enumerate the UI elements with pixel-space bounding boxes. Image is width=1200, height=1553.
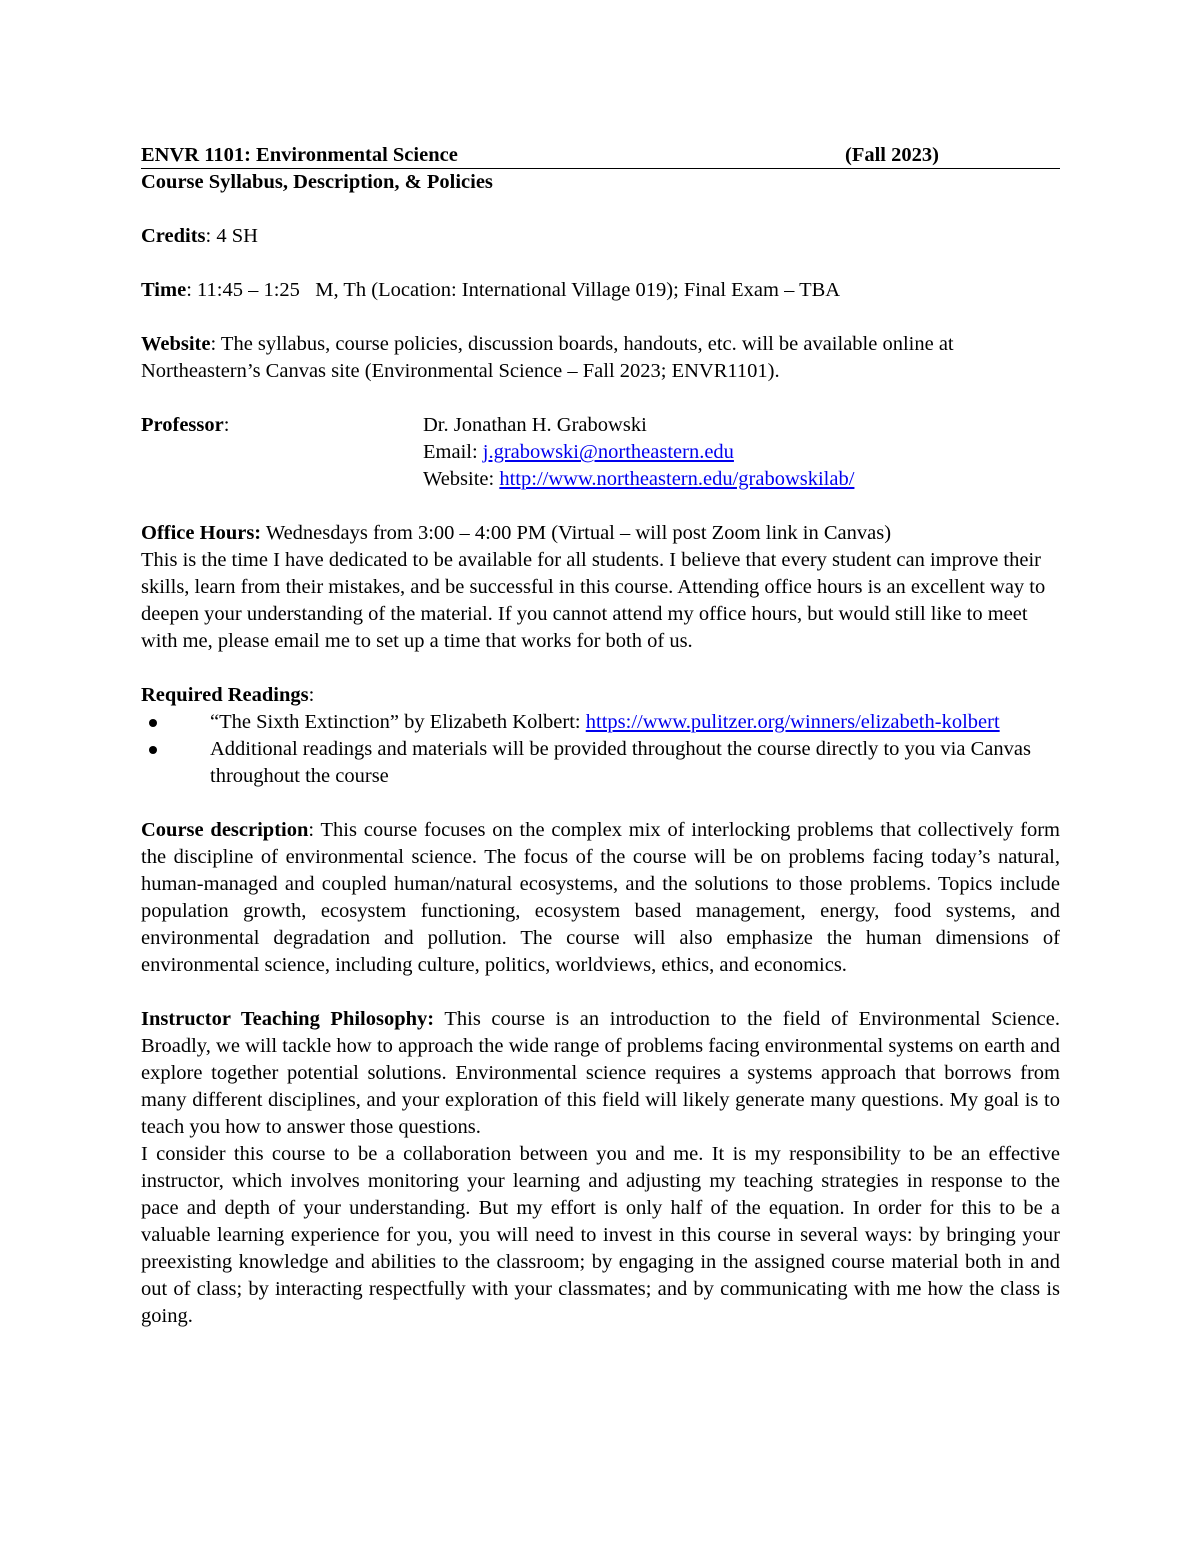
credits-value: : 4 SH [205,225,258,247]
term-label: (Fall 2023) [845,144,939,166]
professor-email-link[interactable]: j.grabowski@northeastern.edu [482,441,734,463]
bullet-icon [149,746,157,754]
readings-list [141,709,1060,790]
professor-email-line: Email: j.grabowski@northeastern.edu [423,441,734,463]
course-description-paragraph [141,817,1060,979]
professor-name: Dr. Jonathan H. Grabowski [423,414,647,436]
philosophy-label: Instructor Teaching Philosophy: [141,1008,435,1030]
course-title: ENVR 1101: Environmental Science [141,144,458,166]
philosophy-text-1: This course is an introduction to the field of Environmental Science. Broadly, we will tackle how to approach the wide range of problems facing environmental systems on earth and explore together potential solutions. Environmental science requires a systems approach that borrows from many different disciplines, and your exploration of this field will likely generate many questions. My goal is to teach you how to answer those questions. [141,1008,1060,1138]
course-description-text: : This course focuses on the complex mix of interlocking problems that collectively form the discipline of environmental science. The focus of the course will be on problems facing today’s natural, human-managed and coupled human/natural ecosystems, and the solutions to those problems. Topics include population growth, ecosystem functioning, ecosystem based management, energy, food systems, and environmental degradation and pollution. The course will also emphasize the human dimensions of environmental science, including culture, politics, worldviews, ethics, and economics. [141,819,1061,976]
reading-1-text: “The Sixth Extinction” by Elizabeth Kolbert: [210,711,586,733]
philosophy-paragraph-2: I consider this course to be a collaboration between you and me. It is my responsibility to be an effective instructor, which involves monitoring your learning and adjusting my teaching strategies in response to the pace and depth of your understanding. But my effort is only half of the equation. In order for this to be a valuable learning experience for you, you will need to invest in this course in several ways: by bringing your preexisting knowledge and abilities to the classroom; by engaging in the assigned course material both in and out of class; by interacting respectfully with your classmates; and by communicating with me how the class is going. [141,1143,1060,1327]
website-label: Website [141,333,211,355]
website-text: : The syllabus, course policies, discussion boards, handouts, etc. will be available online at Northeastern’s Canvas site (Environmental Science – Fall 2023; ENVR1101). [141,333,954,382]
time-label: Time [141,279,187,301]
professor-details [423,412,854,493]
course-description-label: Course description [141,819,309,841]
office-hours-schedule: Wednesdays from 3:00 – 4:00 PM (Virtual – will post Zoom link in Canvas) [261,522,892,544]
credits-label: Credits [141,225,206,247]
office-hours-line [141,520,1060,547]
readings-label: Required Readings [141,684,309,706]
professor-block: Professor: Dr. Jonathan H. Grabowski Email: j.grabowski@northeastern.edu Website: http://www.northeastern.edu/grabowskilab/ [141,412,1060,493]
time-value: : 11:45 – 1:25 M, Th (Location: International Village 019); Final Exam – TBA [186,279,841,301]
reading-2-text: Additional readings and materials will be provided throughout the course directly to you via Canvas throughout the course [210,738,1031,787]
office-hours-text: This is the time I have dedicated to be available for all students. I believe that every student can improve their skills, learn from their mistakes, and be successful in this course. Attending office hours is an excellent way to deepen your understanding of the material. If you cannot attend my office hours, but would still like to meet with me, please email me to set up a time that works for both of us. [141,549,1046,652]
syllabus-page [141,142,1060,1330]
philosophy-paragraph-1 [141,1006,1060,1141]
professor-website-link[interactable]: http://www.northeastern.edu/grabowskilab/ [499,468,855,490]
list-item [141,709,1060,736]
readings-heading: Required Readings: [141,684,315,706]
syllabus-subtitle: Course Syllabus, Description, & Policies [141,171,493,193]
reading-1-link[interactable]: https://www.pulitzer.org/winners/elizabeth-kolbert [585,711,1000,733]
professor-label: Professor [141,414,224,436]
website-paragraph [141,331,1060,385]
time-line [141,277,1060,304]
list-item [141,736,1060,790]
title-row [141,142,1060,169]
office-hours-label: Office Hours: [141,522,262,544]
credits-line [141,223,1060,250]
bullet-icon [149,719,157,727]
professor-website-line: Website: http://www.northeastern.edu/grabowskilab/ [423,468,855,490]
